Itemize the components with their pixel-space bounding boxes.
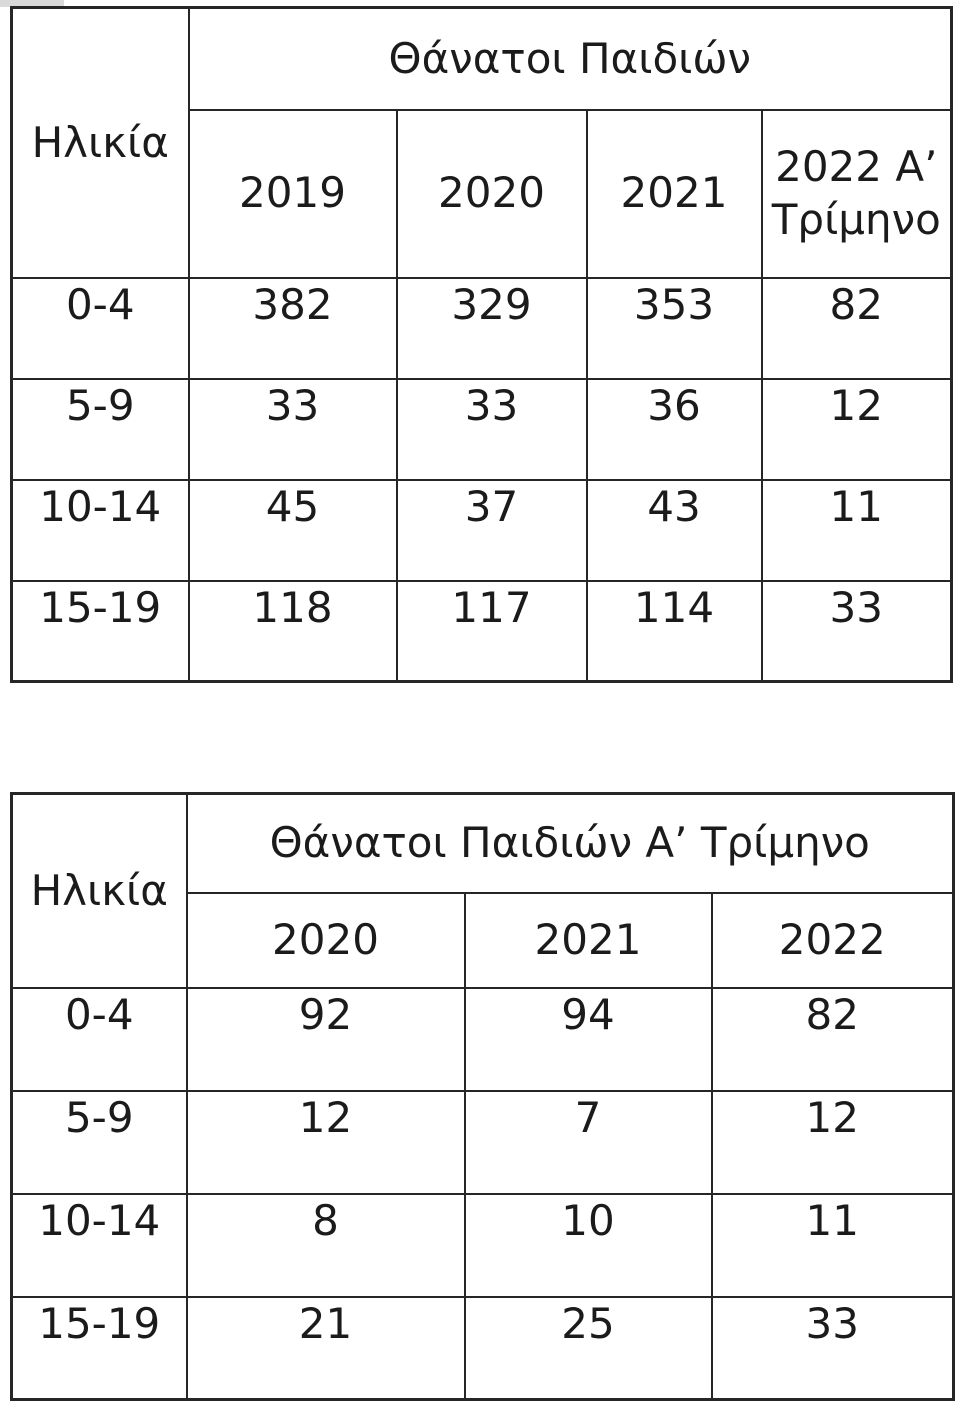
value-cell: 8: [187, 1194, 465, 1297]
value-cell: 11: [712, 1194, 954, 1297]
table-row-age-15-19: [12, 1297, 954, 1400]
value-cell: 353: [587, 278, 762, 379]
year-header-2021: 2021: [465, 893, 712, 988]
child-deaths-q1-table: [10, 792, 955, 1401]
table-row-age-5-9: [12, 1091, 954, 1194]
age-corner-label: Ηλικία: [12, 794, 187, 988]
value-cell: 37: [397, 480, 587, 581]
age-cell: 0-4: [12, 988, 187, 1091]
value-cell: 12: [187, 1091, 465, 1194]
value-cell: 33: [712, 1297, 954, 1400]
table-row-age-10-14: [12, 1194, 954, 1297]
year-header-2020: 2020: [187, 893, 465, 988]
table-row-age-5-9: [12, 379, 952, 480]
age-cell: 10-14: [12, 1194, 187, 1297]
value-cell: 21: [187, 1297, 465, 1400]
value-cell: 12: [762, 379, 952, 480]
value-cell: 12: [712, 1091, 954, 1194]
table-title-row: [12, 794, 954, 893]
value-cell: 92: [187, 988, 465, 1091]
table-title: Θάνατοι Παιδιών Α’ Τρίμηνο: [187, 794, 954, 893]
age-cell: 5-9: [12, 379, 189, 480]
value-cell: 33: [762, 581, 952, 682]
value-cell: 33: [189, 379, 397, 480]
table-row-age-0-4: [12, 278, 952, 379]
value-cell: 7: [465, 1091, 712, 1194]
value-cell: 94: [465, 988, 712, 1091]
age-cell: 5-9: [12, 1091, 187, 1194]
year-header-2022: 2022: [712, 893, 954, 988]
age-cell: 15-19: [12, 581, 189, 682]
value-cell: 45: [189, 480, 397, 581]
value-cell: 82: [762, 278, 952, 379]
year-header-2019: 2019: [189, 110, 397, 278]
value-cell: 117: [397, 581, 587, 682]
year-header-2020: 2020: [397, 110, 587, 278]
year-header-2021: 2021: [587, 110, 762, 278]
table-title: Θάνατοι Παιδιών: [189, 8, 952, 110]
age-corner-label: Ηλικία: [12, 8, 189, 278]
age-cell: 10-14: [12, 480, 189, 581]
table-row-age-10-14: [12, 480, 952, 581]
value-cell: 33: [397, 379, 587, 480]
value-cell: 114: [587, 581, 762, 682]
value-cell: 329: [397, 278, 587, 379]
value-cell: 43: [587, 480, 762, 581]
year-header-2022-q1: 2022 Α’ Τρίμηνο: [762, 110, 952, 278]
value-cell: 11: [762, 480, 952, 581]
table-row-age-0-4: [12, 988, 954, 1091]
value-cell: 382: [189, 278, 397, 379]
value-cell: 82: [712, 988, 954, 1091]
table-title-row: [12, 8, 952, 110]
table-row-age-15-19: [12, 581, 952, 682]
value-cell: 36: [587, 379, 762, 480]
value-cell: 25: [465, 1297, 712, 1400]
child-deaths-table: [10, 6, 953, 683]
age-cell: 15-19: [12, 1297, 187, 1400]
age-cell: 0-4: [12, 278, 189, 379]
value-cell: 118: [189, 581, 397, 682]
value-cell: 10: [465, 1194, 712, 1297]
